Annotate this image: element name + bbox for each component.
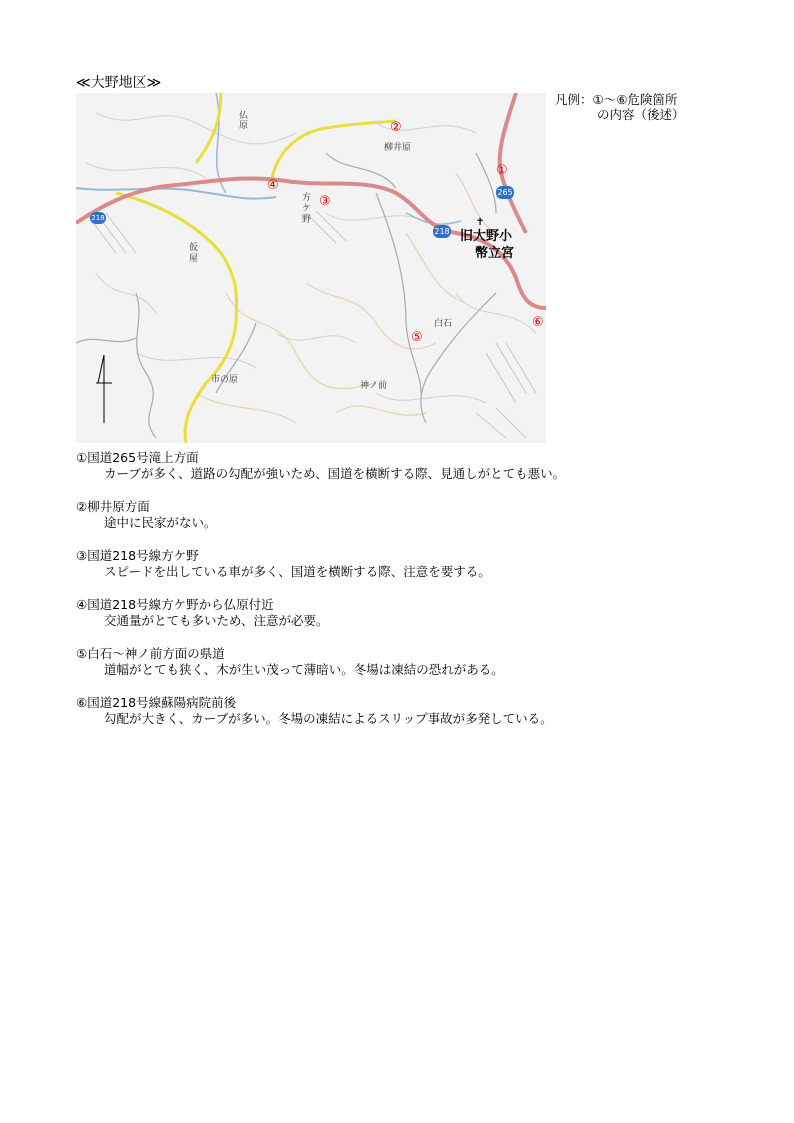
place-label-ichinohara: 市の原 — [211, 375, 239, 385]
place-label-yanaibara: 柳井原 — [384, 143, 412, 153]
landmark-old-school: 旧大野小 — [460, 229, 513, 244]
area-map — [76, 93, 546, 443]
list-item — [76, 450, 776, 481]
danger-marker-4: ④ — [267, 178, 279, 193]
danger-marker-6: ⑥ — [532, 315, 544, 330]
item-heading: ⑤白石～神ノ前方面の県道 — [76, 646, 225, 661]
legend-line-2: の内容（後述） — [597, 107, 685, 122]
place-label-kariya: 仮屋 — [189, 243, 199, 264]
danger-point-list — [76, 450, 776, 744]
danger-marker-5: ⑤ — [411, 330, 423, 345]
item-description: 勾配が大きく、カーブが多い。冬場の凍結によるスリップ事故が多発している。 — [104, 710, 553, 726]
item-heading: ③国道218号線方ケ野 — [76, 548, 199, 563]
list-item — [76, 499, 776, 530]
list-item — [76, 548, 776, 579]
item-heading: ①国道265号滝上方面 — [76, 450, 199, 465]
item-description: 道幅がとても狭く、木が生い茂って薄暗い。冬場は凍結の恐れがある。 — [104, 661, 504, 677]
danger-marker-2: ② — [390, 120, 402, 135]
page-title: ≪大野地区≫ — [76, 75, 162, 91]
item-heading: ④国道218号線方ケ野から仏原付近 — [76, 597, 274, 612]
list-item — [76, 695, 776, 726]
item-description: 途中に民家がない。 — [104, 514, 217, 530]
route-218-shield-west: 218 — [91, 214, 105, 222]
item-description: カーブが多く、道路の勾配が強いため、国道を横断する際、見通しがとても悪い。 — [104, 465, 566, 481]
legend-line-1: 凡例：①～⑥危険箇所 — [555, 92, 678, 107]
place-label-hokageno: 方ケ野 — [302, 193, 312, 225]
place-label-hotokebara: 仏原 — [239, 111, 249, 131]
place-label-kaminomae: 神ノ前 — [360, 381, 388, 391]
shrine-icon: ✝ — [476, 217, 485, 228]
map-legend — [555, 92, 685, 122]
place-label-shiraishi: 白石 — [434, 319, 453, 329]
route-218-shield: 218 — [434, 227, 450, 236]
item-heading: ⑥国道218号線蘇陽病院前後 — [76, 695, 237, 710]
list-item — [76, 597, 776, 628]
item-heading: ②柳井原方面 — [76, 499, 150, 514]
landmark-shrine: 幣立宮 — [475, 246, 515, 261]
list-item — [76, 646, 776, 677]
route-265-shield: 265 — [497, 188, 513, 197]
item-description: スピードを出している車が多く、国道を横断する際、注意を要する。 — [104, 563, 491, 579]
danger-marker-1: ① — [496, 163, 508, 178]
item-description: 交通量がとても多いため、注意が必要。 — [104, 612, 329, 628]
danger-marker-3: ③ — [319, 194, 331, 209]
